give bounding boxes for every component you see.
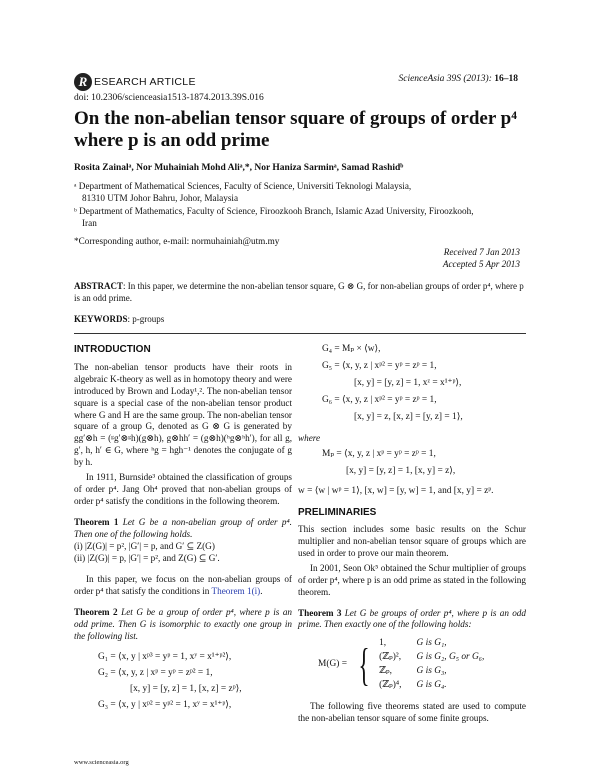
prelim-paragraph-1: This section includes some basic results on the Schur multiplier and non-abelian tensor square of groups which are used in order to prove our main theorem.	[298, 524, 526, 558]
prelim-paragraph-2: In 2001, Seon Ok⁵ obtained the Schur multiplier of groups of order p⁴, where p is an odd prime as stated in the following theorem.	[298, 562, 526, 597]
left-brace: {	[358, 639, 370, 691]
keywords-text: : p-groups	[127, 314, 165, 324]
paper-title: On the non-abelian tensor square of groups of order p⁴ where p is an odd prime	[74, 108, 517, 151]
group-g2-relations: [x, y] = [y, z] = 1, [x, z] = zᵖ⟩,	[130, 683, 242, 694]
theorem-1-case-i: (i) |Z(G)| = p², |G′| = p, and G′ ⊆ Z(G)	[74, 540, 215, 551]
footer-url[interactable]: www.scienceasia.org	[74, 759, 129, 766]
case-value: (ℤₚ)²,	[379, 651, 402, 662]
group-g5: G₅ = ⟨x, y, z | xᵖ² = yᵖ = zᵖ = 1,	[322, 360, 437, 371]
case-value: ℤₚ,	[379, 665, 393, 676]
intro-paragraph-3	[74, 574, 292, 598]
page-range: 16–18	[494, 74, 518, 84]
theorem-1-text: Let G be a non-abelian group of order p⁴. Then one of the following holds.	[74, 516, 292, 539]
group-g6: G₆ = ⟨x, y, z | xᵖ² = yᵖ = zᵖ = 1,	[322, 394, 437, 405]
case-row	[379, 651, 485, 665]
affiliation-a-cont: 81310 UTM Johor Bahru, Johor, Malaysia	[82, 193, 239, 203]
theorem-2-text: Let G be a group of order p⁴, where p is an odd prime. Then G is isomorphic to exactly one group in the following list.	[74, 607, 293, 642]
group-mp: Mₚ = ⟨x, y, z | xᵖ = yᵖ = zᵖ = 1,	[322, 449, 436, 460]
theorem-2-label: Theorem 2	[74, 607, 118, 618]
group-g4: G₄ = Mₚ × ⟨w⟩,	[322, 344, 381, 354]
divider	[74, 333, 526, 334]
keywords	[74, 314, 164, 324]
cases-table	[379, 637, 485, 693]
affiliation-b-cont: Iran	[82, 218, 97, 228]
preliminaries-heading: PRELIMINARIES	[298, 507, 377, 519]
theorem-1-reference-link[interactable]: Theorem 1(i)	[211, 586, 261, 597]
group-g1: G₁ = ⟨x, y | xᵖ³ = yᵖ = 1, xʸ = x¹⁺ᵖ²⟩,	[98, 651, 232, 662]
journal-logo: R	[74, 73, 92, 91]
schur-multiplier-cases	[298, 637, 526, 693]
abstract	[74, 280, 526, 304]
case-condition: G is G₂, G₅ or G₆,	[416, 652, 485, 663]
intro-paragraph-2: In 1911, Burnside³ obtained the classification of groups of order p⁴. Jang Oh⁴ proved that non-abelian groups of order p⁴ satisfy the conditions in the following theorem.	[74, 472, 292, 506]
introduction-heading: INTRODUCTION	[74, 344, 151, 355]
where-label: where	[298, 432, 321, 443]
case-condition: G is G₃,	[416, 666, 447, 677]
group-g2: G₂ = ⟨x, y, z | xᵖ = yᵖ = zᵖ² = 1,	[98, 667, 213, 678]
group-mp-relations: [x, y] = [y, z] = 1, [x, y] = z⟩,	[346, 466, 456, 477]
corresponding-author: *Corresponding author, e-mail: normuhainiah@utm.my	[74, 236, 280, 246]
prelim-paragraph-3: The following five theorems stated are used to compute the non-abelian tensor square of some finite groups.	[298, 700, 526, 723]
group-g3: G₃ = ⟨x, y | xᵖ² = yᵖ² = 1, xʸ = x¹⁺ᵖ⟩,	[98, 699, 232, 710]
doi[interactable]: doi: 10.2306/scienceasia1513-1874.2013.39S.016	[74, 93, 264, 103]
theorem-3-label: Theorem 3	[298, 607, 342, 618]
case-condition: G is G₄.	[416, 680, 447, 691]
intro-paragraph-1: The non-abelian tensor products have their roots in algebraic K-theory as well as in homotopy theory and were introduced by Brown and Loday¹,². The non-abelian tensor square is a special case of the non-abelian tensor product where G and H are the same group. The non-abelian tensor square of a group G, denoted as G ⊗ G is generated by gg′⊗h = (ᵍg′⊗ᵍh)(g⊗h), g⊗hh′ = (g⊗h)(ʰg⊗ʰh′), for all g, g′, h, h′ ∈ G, where ʰg = hgh⁻¹ denotes the conjugate of g by h.	[74, 361, 292, 468]
received-date: Received 7 Jan 2013	[443, 247, 520, 257]
intro-paragraph-3-text: In this paper, we focus on the non-abelian groups of order p⁴ that satisfy the conditions in	[74, 574, 292, 597]
intro-paragraph-3-end: .	[260, 586, 263, 597]
introduction-section	[74, 344, 292, 712]
m-of-g-label: M(G) =	[318, 659, 347, 670]
case-row	[379, 679, 485, 693]
case-condition: G is G₁,	[416, 638, 447, 649]
abstract-text: : In this paper, we determine the non-abelian tensor square, G ⊗ G, for non-abelian groups of order p⁴, where p is an odd prime.	[74, 281, 524, 303]
affiliation-b: ᵇ Department of Mathematics, Faculty of Science, Firoozkooh Branch, Islamic Azad University, Firoozkooh,	[74, 206, 474, 216]
group-g6-relations: [x, y] = z, [x, z] = [y, z] = 1⟩,	[354, 411, 463, 422]
dates	[443, 246, 520, 270]
abstract-label: ABSTRACT	[74, 281, 124, 291]
journal-citation	[398, 74, 518, 84]
w-definition: w = ⟨w | wᵖ = 1⟩, [x, w] = [y, w] = 1, and [x, y] = zᵖ.	[298, 486, 494, 497]
affiliation-a: ᵃ Department of Mathematical Sciences, Faculty of Science, Universiti Teknologi Malaysia,	[74, 181, 412, 191]
author-list: Rosita Zainalᵃ, Nor Muhainiah Mohd Aliᵃ,*, Nor Haniza Sarminᵃ, Samad Rashidᵇ	[74, 163, 404, 173]
theorem-1	[74, 517, 292, 541]
theorem-3	[298, 608, 526, 632]
article-type: ESEARCH ARTICLE	[94, 76, 196, 88]
group-g5-relations: [x, y] = [y, z] = 1, xᶻ = x¹⁺ᵖ⟩,	[354, 377, 462, 388]
accepted-date: Accepted 5 Apr 2013	[442, 259, 520, 269]
keywords-label: KEYWORDS	[74, 314, 128, 324]
case-value: (ℤₚ)⁴,	[379, 679, 402, 690]
theorem-1-case-ii: (ii) |Z(G)| = p, |G′| = p², and Z(G) ⊆ G′.	[74, 552, 220, 563]
case-value: 1,	[379, 637, 387, 648]
theorem-1-label: Theorem 1	[74, 516, 119, 527]
theorem-3-text: Let G be groups of order p⁴, where p is an odd prime. Then exactly one of the following holds:	[298, 607, 526, 630]
case-row	[379, 665, 485, 679]
journal-name: ScienceAsia 39S (2013):	[398, 74, 495, 84]
theorem-2	[74, 607, 292, 643]
right-column	[298, 344, 526, 725]
case-row	[379, 637, 485, 651]
